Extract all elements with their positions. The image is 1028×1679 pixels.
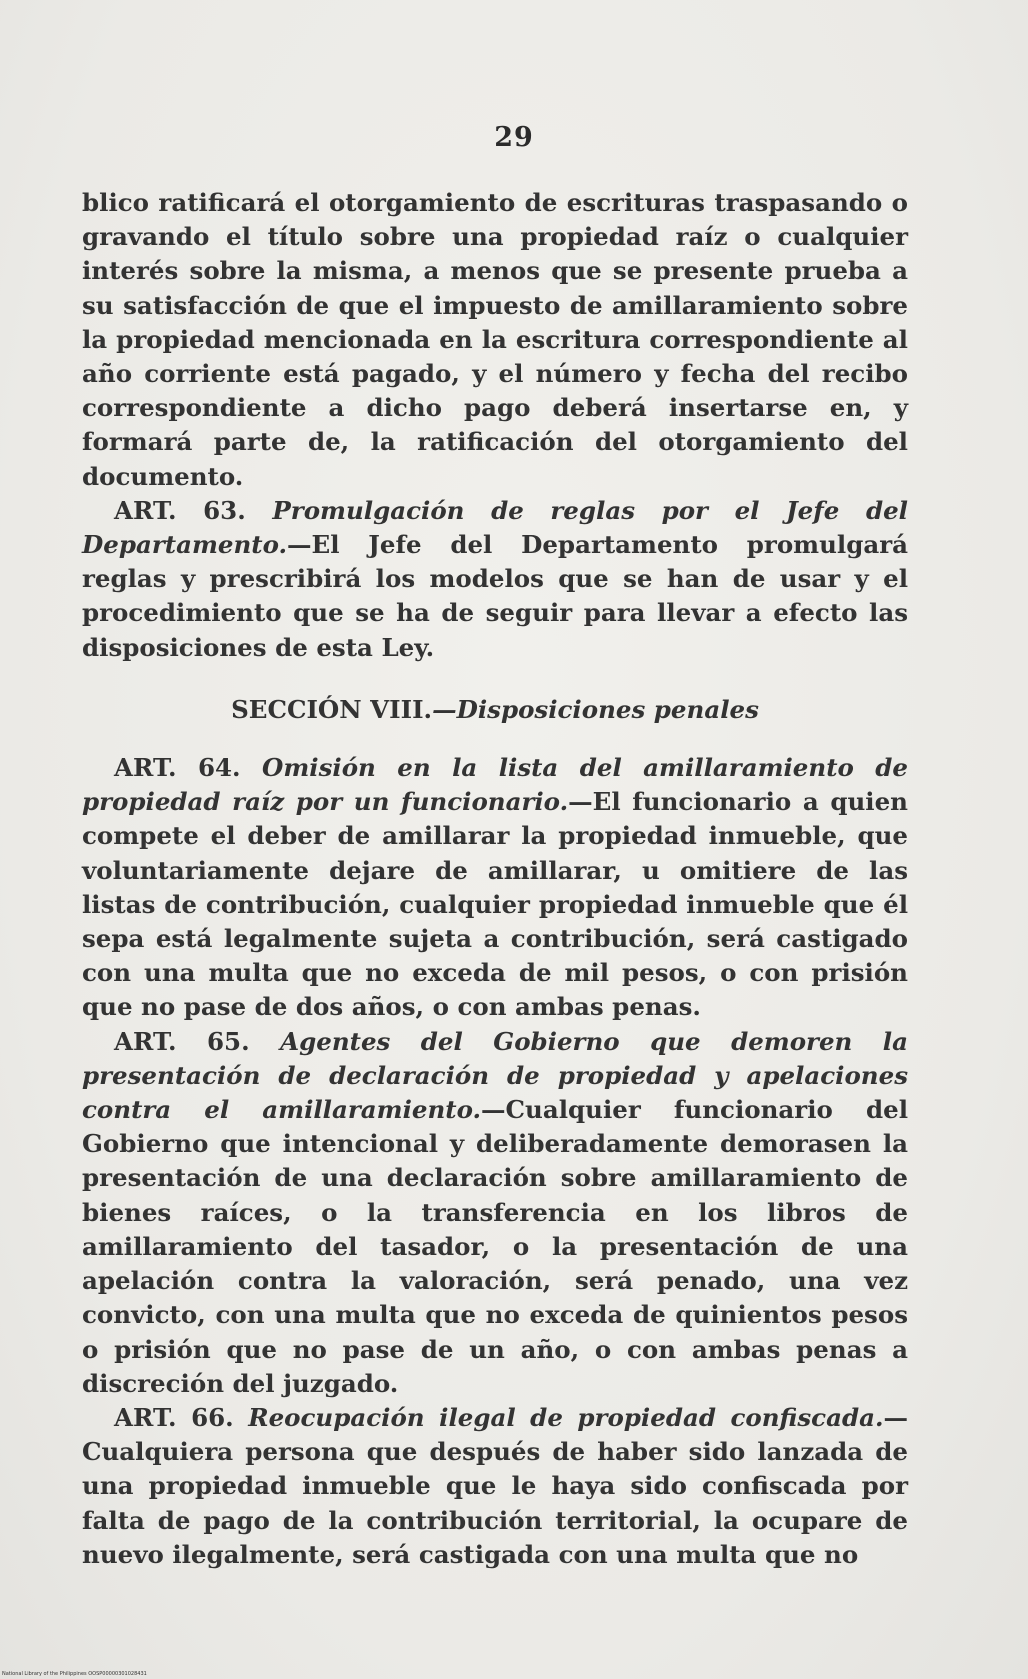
page-number: 29 <box>494 122 534 153</box>
article-66 <box>82 1401 908 1572</box>
article-65 <box>82 1025 908 1401</box>
article-64-title: Omisión en la lista del amillaramiento de propiedad raíz por un funcionario. <box>82 753 908 817</box>
section-heading <box>82 693 908 727</box>
article-65-title: Agentes del Gobierno que demoren la presentación de declaración de propiedad y apelaciones contra el amillaramiento. <box>82 1026 908 1125</box>
section-label: SECCIÓN VIII. <box>231 694 433 724</box>
article-63-title: Promulgación de reglas por el Jefe del Departamento. <box>82 495 908 560</box>
article-66-body: —Cualquiera persona que después de haber sido lanzada de una propiedad inmueble que le haya sido confiscada por falta de pago de la contribución territorial, la ocupare de nuevo ilegalmente, será castigada con una multa que no <box>82 1402 908 1569</box>
article-66-label: ART. 66. <box>114 1402 234 1432</box>
article-64 <box>82 751 908 1025</box>
article-65-body: —Cualquier funcionario del Gobierno que intencional y deliberadamente demorasen la presentación de una declaración sobre amillaramiento de bienes raíces, o la transferencia en los libros de amillaramiento del tasador, o la presentación de una apelación contra la valoración, será penado, una vez convicto, con una multa que no exceda de quinientos pesos o prisión que no pase de un año, o con ambas penas a discreción del juzgado. <box>82 1095 908 1398</box>
article-63-body: —El Jefe del Departamento promulgará reglas y prescribirá los modelos que se han de usar y el procedimiento que se ha de seguir para llevar a efecto las disposiciones de esta Ley. <box>82 530 908 662</box>
article-63-label: ART. 63. <box>114 495 246 525</box>
section-title: —Disposiciones penales <box>432 694 759 724</box>
article-64-body: —El funcionario a quien compete el deber de amillarar la propiedad inmueble, que voluntariamente dejare de amillarar, u omitiere de las listas de contribución, cualquier propiedad inmueble que él sepa está legalmente sujeta a contribución, será castigado con una multa que no exceda de mil pesos, o con prisión que no pase de dos años, o con ambas penas. <box>82 787 908 1022</box>
article-64-label: ART. 64. <box>114 753 241 783</box>
library-footer: National Library of the Philippines OOSP00000301028431 <box>2 1671 147 1677</box>
article-66-title: Reocupación ilegal de propiedad confiscada. <box>248 1402 884 1432</box>
paragraph-continuation: blico ratificará el otorgamiento de escrituras traspasando o gravando el título sobre una propiedad raíz o cualquier interés sobre la misma, a menos que se presente prueba a su satisfacción de que el impuesto de amillaramiento sobre la propiedad mencionada en la escritura correspondiente al año corriente está pagado, y el número y fecha del recibo correspondiente a dicho pago deberá insertarse en, y formará parte de, la ratificación del otorgamiento del documento. <box>82 188 908 491</box>
article-63 <box>82 494 908 665</box>
body-text <box>82 186 908 1572</box>
article-65-label: ART. 65. <box>114 1026 250 1056</box>
